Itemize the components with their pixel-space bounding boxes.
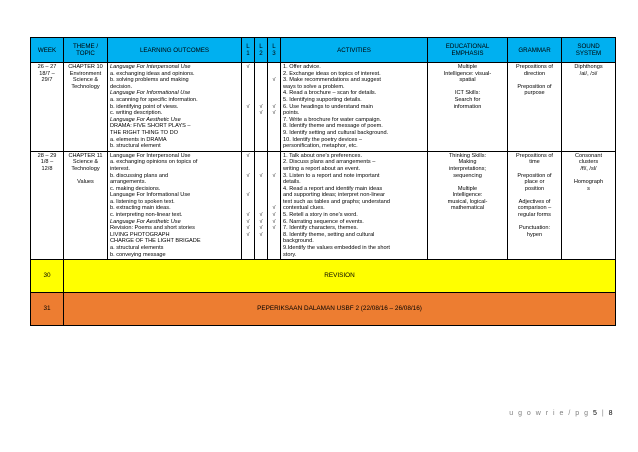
cell-line: 9. Identify setting and cultural background. — [283, 129, 389, 136]
cell-line: CHAPTER 10 — [68, 64, 103, 70]
cell-line — [242, 159, 254, 166]
cell-line — [268, 117, 280, 124]
header-l2: L 2 — [255, 38, 268, 63]
cell-line: Science & — [72, 159, 99, 166]
header-activities: ACTIVITIES — [281, 38, 428, 63]
cell-line — [268, 90, 280, 97]
week-cell — [31, 151, 64, 260]
outcomes-cell — [108, 151, 242, 260]
cell-line: 2. Exchange ideas on topics of interest. — [283, 70, 381, 77]
cell-line: 5. Retell a story in one's word. — [283, 212, 358, 219]
cell-line: Prepositions of — [515, 64, 553, 70]
cell-line: √ — [259, 103, 263, 110]
cell-line: musical, logical- — [447, 198, 488, 205]
outcomes-cell — [108, 63, 242, 152]
l2-cell — [255, 63, 268, 152]
cell-line: information — [453, 103, 482, 110]
page-footer — [509, 410, 614, 417]
cell-line: √ — [246, 103, 250, 110]
header-sound: SOUND SYSTEM — [562, 38, 616, 63]
cell-line — [268, 179, 280, 186]
cell-line — [268, 64, 280, 71]
cell-line — [255, 245, 267, 252]
cell-line: √ — [259, 218, 263, 225]
cell-line: comparison – — [517, 205, 552, 212]
cell-line: 2. Discuss plans and arrangements – — [283, 159, 376, 166]
sound-cell — [562, 151, 616, 260]
cell-line: Consonant — [574, 152, 603, 159]
cell-line — [242, 238, 254, 245]
cell-line — [268, 143, 280, 150]
outcome-line: Revision: Poems and short stories — [110, 225, 195, 232]
cell-line: √ — [259, 231, 263, 238]
cell-line — [255, 186, 267, 193]
cell-line: position — [524, 185, 545, 192]
cell-line: 26 – 27 — [37, 64, 57, 70]
cell-line: Science & — [72, 77, 99, 84]
cell-line: story. — [283, 251, 297, 258]
cell-line: Technology — [71, 83, 100, 90]
cell-line: Environment — [69, 70, 102, 77]
cell-line: Multiple — [457, 64, 478, 70]
cell-line: mathematical — [450, 205, 485, 212]
l1-cell — [242, 151, 255, 260]
cell-line — [255, 117, 267, 124]
cell-line — [255, 77, 267, 84]
outcome-line: b. conveying message — [110, 251, 166, 258]
activities-cell — [281, 63, 428, 152]
week-cell — [31, 63, 64, 152]
edu-cell — [428, 63, 508, 152]
header-row — [31, 38, 616, 63]
cell-line — [242, 117, 254, 124]
cell-line: √ — [272, 225, 276, 232]
cell-line: Intelligence: visual- — [443, 70, 492, 77]
theme-cell — [64, 63, 108, 152]
cell-line: hypen — [526, 231, 543, 238]
cell-line — [268, 153, 280, 160]
cell-line: /ai/, /ɔi/ — [579, 70, 598, 77]
cell-line: direction — [523, 70, 546, 77]
cell-line: 1. Offer advice. — [283, 64, 321, 70]
cell-line: 29/7 — [41, 77, 53, 84]
cell-line: √ — [259, 225, 263, 232]
cell-line: details. — [283, 179, 301, 186]
header-outcomes: LEARNING OUTCOMES — [108, 38, 242, 63]
header-theme: THEME / TOPIC — [64, 38, 108, 63]
outcome-line: a. exchanging opinions on topics of — [110, 159, 198, 166]
cell-line: 8. Identify theme and message of poem. — [283, 123, 383, 130]
cell-line: purpose — [524, 90, 545, 97]
cell-line: place or — [524, 179, 545, 186]
cell-line: ways to solve a problem. — [283, 83, 345, 90]
revision-row — [31, 260, 616, 293]
cell-line: Preposition of — [517, 172, 552, 179]
cell-line: Diphthongs — [574, 64, 603, 70]
cell-line: and supporting ideas; interpret non-linear — [283, 192, 385, 199]
outcome-line: Language For Interpersonal Use — [110, 152, 191, 159]
cell-line: 5. Identifying supporting details. — [283, 96, 362, 103]
cell-line: clusters — [578, 159, 599, 166]
cell-line — [268, 137, 280, 144]
cell-line — [268, 84, 280, 91]
cell-line: CHAPTER 11 — [68, 152, 103, 159]
cell-line — [268, 252, 280, 259]
outcome-line: Language For Informational Use — [110, 90, 191, 97]
cell-line — [268, 71, 280, 78]
cell-line — [510, 192, 559, 199]
cell-line: 12/8 — [41, 165, 53, 172]
cell-line — [255, 143, 267, 150]
outcome-line: decision. — [110, 83, 133, 90]
footer-page: 5 — [592, 410, 599, 417]
cell-line: √ — [246, 231, 250, 238]
l2-cell — [255, 151, 268, 260]
cell-line: Prepositions of — [515, 152, 553, 159]
cell-line — [242, 71, 254, 78]
cell-line: text such as tables and graphs; understand — [283, 198, 390, 205]
outcome-line: c. making decisions. — [110, 185, 161, 192]
cell-line: /fl/, /sl/ — [580, 165, 597, 172]
cell-line — [242, 84, 254, 91]
cell-line: 28 – 29 — [37, 152, 57, 159]
outcome-line: b. structural element — [110, 143, 161, 150]
cell-line: Values — [77, 179, 94, 186]
cell-line — [255, 199, 267, 206]
cell-line: 4. Read a report and identify main ideas — [283, 185, 383, 192]
cell-line — [242, 179, 254, 186]
cell-line — [268, 130, 280, 137]
cell-line: √ — [259, 110, 263, 117]
cell-line: 1. Talk about one's preferences. — [283, 152, 363, 159]
header-l3: L 3 — [268, 38, 281, 63]
l3-cell — [268, 151, 281, 260]
cell-line — [268, 123, 280, 130]
cell-line — [255, 166, 267, 173]
cell-line — [242, 137, 254, 144]
cell-line — [255, 71, 267, 78]
cell-line — [242, 245, 254, 252]
cell-line — [242, 252, 254, 259]
cell-line: personification, metaphor, etc. — [283, 143, 358, 150]
footer-separator: | — [601, 410, 606, 417]
cell-line: 6. Narrating sequence of events. — [283, 218, 364, 225]
cell-line — [430, 84, 505, 91]
cell-line — [242, 90, 254, 97]
cell-line — [430, 179, 505, 186]
cell-line: √ — [272, 212, 276, 219]
revision-label: REVISION — [64, 260, 616, 293]
outcome-line: a. structural elements — [110, 245, 164, 252]
cell-line: writing a report about an event. — [283, 165, 361, 172]
grammar-cell — [508, 151, 562, 260]
outcome-line: a. exchanging ideas and opinions. — [110, 70, 195, 77]
cell-line: √ — [272, 172, 276, 179]
cell-line: √ — [246, 192, 250, 199]
cell-line: regular forms — [518, 212, 551, 219]
footer-author: u g o w r i e / p g — [509, 410, 590, 417]
cell-line — [268, 238, 280, 245]
cell-line: spatial — [459, 77, 476, 84]
cell-line — [255, 123, 267, 130]
cell-line: Making — [458, 159, 477, 166]
cell-line — [510, 166, 559, 173]
cell-line: contextual clues. — [283, 205, 325, 212]
cell-line: 7. Write a brochure for water campaign. — [283, 116, 382, 123]
cell-line — [242, 205, 254, 212]
l1-cell — [242, 63, 255, 152]
cell-line: √ — [246, 152, 250, 159]
cell-line — [242, 186, 254, 193]
cell-line: √ — [272, 77, 276, 84]
outcome-line: CHARGE OF THE LIGHT BRIGADE — [110, 238, 201, 245]
cell-line — [242, 166, 254, 173]
cell-line — [255, 192, 267, 199]
cell-line — [510, 219, 559, 226]
cell-line: 3. Make recommendations and suggest — [283, 77, 381, 84]
outcome-line: a. elements in DRAMA — [110, 136, 167, 143]
cell-line: √ — [246, 64, 250, 70]
cell-line: background. — [283, 238, 314, 245]
cell-line — [242, 130, 254, 137]
cell-line — [510, 77, 559, 84]
cell-line — [255, 90, 267, 97]
cell-line — [268, 245, 280, 252]
cell-line — [268, 159, 280, 166]
cell-line: √ — [259, 172, 263, 179]
outcome-line: Language For Aesthetic Use — [110, 116, 181, 123]
cell-line: points. — [283, 110, 300, 117]
footer-total: 8 — [608, 410, 614, 417]
outcome-line: c. writing description. — [110, 110, 163, 117]
cell-line — [242, 199, 254, 206]
outcome-line: LIVING PHOTOGRAPH — [110, 231, 170, 238]
cell-line — [255, 179, 267, 186]
activities-cell — [281, 151, 428, 260]
cell-line: time — [529, 159, 540, 166]
cell-line — [255, 137, 267, 144]
cell-line: Technology — [71, 165, 100, 172]
cell-line: √ — [272, 103, 276, 110]
cell-line: ICT Skills: — [454, 90, 481, 97]
cell-line — [255, 252, 267, 259]
cell-line — [242, 110, 254, 117]
cell-line: interpretations; — [448, 165, 486, 172]
cell-line — [255, 153, 267, 160]
cell-line — [242, 77, 254, 84]
cell-line: √ — [272, 110, 276, 117]
header-l1: L 1 — [242, 38, 255, 63]
cell-line — [255, 130, 267, 137]
header-edu: EDUCATIONAL EMPHASIS — [428, 38, 508, 63]
cell-line — [268, 192, 280, 199]
cell-line — [255, 238, 267, 245]
outcome-line: Language For Informational Use — [110, 192, 191, 199]
outcome-line: Language For Aesthetic Use — [110, 218, 181, 225]
cell-line: √ — [272, 218, 276, 225]
outcome-line: Language For Interpersonal Use — [110, 64, 191, 70]
cell-line: 7. Identify characters, themes. — [283, 225, 358, 232]
cell-line: Punctuation: — [518, 225, 551, 232]
cell-line: √ — [272, 205, 276, 212]
cell-line: s — [587, 185, 590, 192]
cell-line — [255, 64, 267, 71]
cell-line — [268, 199, 280, 206]
exam-week: 31 — [31, 293, 64, 326]
edu-cell — [428, 151, 508, 260]
cell-line — [564, 173, 613, 180]
outcome-line: a. scanning for specific information. — [110, 96, 198, 103]
outcome-line: a. listening to spoken text. — [110, 198, 175, 205]
cell-line — [255, 159, 267, 166]
revision-week: 30 — [31, 260, 64, 293]
cell-line: Preposition of — [517, 83, 552, 90]
cell-line — [242, 123, 254, 130]
cell-line: 1/8 – — [40, 159, 54, 166]
cell-line: 9.Identify the values embedded in the short — [283, 245, 390, 252]
cell-line — [268, 97, 280, 104]
outcome-line: b. discussing plans and — [110, 172, 169, 179]
cell-line: √ — [246, 172, 250, 179]
theme-cell — [64, 151, 108, 260]
cell-line — [268, 166, 280, 173]
cell-line: Homograph — [573, 179, 604, 186]
cell-line: 10. Identify the poetry devices – — [283, 136, 362, 143]
scheme-of-work-table — [30, 37, 616, 326]
cell-line — [255, 205, 267, 212]
outcome-line: arrangements. — [110, 179, 147, 186]
outcome-line: DRAMA: FIVE SHORT PLAYS – — [110, 123, 191, 130]
outcome-line: THE RIGHT THING TO DO — [110, 129, 178, 136]
cell-line — [242, 97, 254, 104]
cell-line — [268, 232, 280, 239]
cell-line: √ — [246, 218, 250, 225]
outcome-line: interest. — [110, 165, 130, 172]
cell-line: 18/7 – — [39, 70, 55, 77]
table-row — [31, 63, 616, 152]
cell-line — [255, 84, 267, 91]
cell-line — [268, 186, 280, 193]
header-week: WEEK — [31, 38, 64, 63]
cell-line: Thinking Skills: — [448, 152, 487, 159]
cell-line: Intelligence: — [452, 192, 483, 199]
cell-line: 4. Read a brochure – scan for details. — [283, 90, 377, 97]
cell-line: sequencing — [453, 172, 482, 179]
cell-line — [255, 97, 267, 104]
exam-row — [31, 293, 616, 326]
exam-label: PEPERIKSAAN DALAMAN USBF 2 (22/08/16 – 26/08/16) — [64, 293, 616, 326]
cell-line: 8. Identify theme, setting and cultural — [283, 231, 375, 238]
l3-cell — [268, 63, 281, 152]
cell-line: √ — [259, 212, 263, 219]
header-grammar: GRAMMAR — [508, 38, 562, 63]
cell-line: Search for — [454, 96, 481, 103]
outcome-line: b. solving problems and making — [110, 77, 189, 84]
cell-line: Adjectives of — [518, 198, 551, 205]
grammar-cell — [508, 63, 562, 152]
cell-line: √ — [246, 212, 250, 219]
outcome-line: c. interpreting non-linear text. — [110, 212, 183, 219]
sound-cell — [562, 63, 616, 152]
cell-line — [242, 143, 254, 150]
table-row — [31, 151, 616, 260]
outcome-line: b. identifying point of views. — [110, 103, 179, 110]
cell-line: 3. Listen to a report and note important — [283, 172, 380, 179]
outcome-line: b. extracting main ideas. — [110, 205, 171, 212]
cell-line: 6. Use headings to understand main — [283, 103, 373, 110]
cell-line: √ — [246, 225, 250, 232]
cell-line — [66, 173, 105, 180]
cell-line: Multiple — [457, 185, 478, 192]
